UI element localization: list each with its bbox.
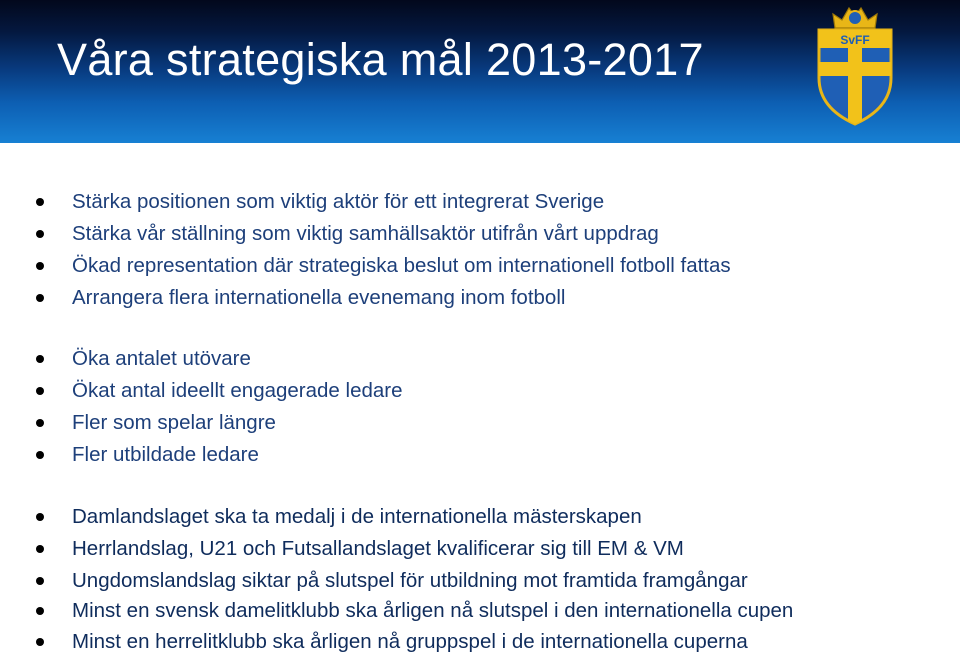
bullet-dot-icon: [36, 419, 44, 427]
bullet-text: Fler som spelar längre: [72, 411, 276, 434]
logo-text: SvFF: [840, 33, 870, 47]
bullet-item: [72, 599, 793, 623]
bullet-text: Minst en herrelitklubb ska årligen nå gruppspel i de internationella cuperna: [72, 630, 748, 653]
slide-title: Våra strategiska mål 2013-2017: [57, 34, 704, 85]
bullet-item: [72, 222, 659, 246]
bullet-text: Ungdomslandslag siktar på slutspel för utbildning mot framtida framgångar: [72, 569, 748, 592]
bullet-dot-icon: [36, 545, 44, 553]
bullet-item: [72, 537, 684, 561]
bullet-item: [72, 286, 565, 310]
bullet-text: Ökad representation där strategiska beslut om internationell fotboll fattas: [72, 254, 731, 277]
bullet-dot-icon: [36, 638, 44, 646]
bullet-item: [72, 505, 642, 529]
bullet-text: Herrlandslag, U21 och Futsallandslaget kvalificerar sig till EM & VM: [72, 537, 684, 560]
bullet-dot-icon: [36, 230, 44, 238]
bullet-item: [72, 190, 604, 214]
bullet-dot-icon: [36, 513, 44, 521]
bullet-dot-icon: [36, 294, 44, 302]
bullet-item: [72, 443, 259, 467]
bullet-dot-icon: [36, 451, 44, 459]
bullet-item: [72, 411, 276, 435]
bullet-dot-icon: [36, 607, 44, 615]
bullet-text: Ökat antal ideellt engagerade ledare: [72, 379, 403, 402]
bullet-text: Stärka vår ställning som viktig samhällsaktör utifrån vårt uppdrag: [72, 222, 659, 245]
bullet-text: Damlandslaget ska ta medalj i de internationella mästerskapen: [72, 505, 642, 528]
bullet-text: Fler utbildade ledare: [72, 443, 259, 466]
bullet-dot-icon: [36, 198, 44, 206]
bullet-text: Arrangera flera internationella evenemang inom fotboll: [72, 286, 566, 309]
bullet-dot-icon: [36, 577, 44, 585]
bullet-dot-icon: [36, 387, 44, 395]
bullet-text: Minst en svensk damelitklubb ska årligen nå slutspel i den internationella cupen: [72, 599, 794, 622]
bullet-text: Stärka positionen som viktig aktör för ett integrerat Sverige: [72, 190, 605, 213]
bullet-item: [72, 379, 403, 403]
bullet-item: [72, 569, 748, 593]
bullet-dot-icon: [36, 262, 44, 270]
bullet-item: [72, 254, 731, 278]
bullet-text: Öka antalet utövare: [72, 347, 251, 370]
bullet-dot-icon: [36, 355, 44, 363]
bullet-item: [72, 347, 251, 371]
bullet-item: [72, 630, 748, 654]
